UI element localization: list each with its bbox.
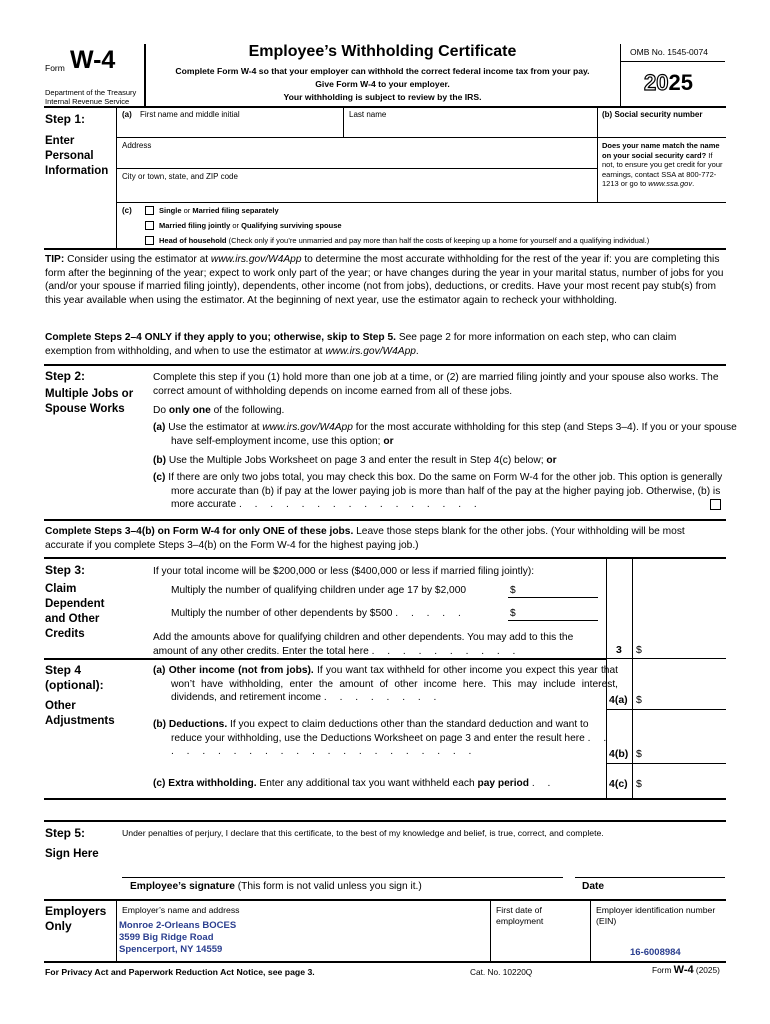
footer-form xyxy=(652,964,720,976)
filing-or: or xyxy=(181,206,193,215)
tip-label: TIP: xyxy=(45,254,65,265)
city-field[interactable] xyxy=(119,182,595,200)
ssn-note-text: If not, to ensure you get credit for your earnings, contact SSA at 800-772-1213 or go to xyxy=(602,150,723,188)
hoh-checkbox[interactable] xyxy=(145,236,154,245)
step2-intro: Complete this step if you (1) hold more than one job at a time, or (2) are married filing jointly and your spouse also works. The correct amount of withholding depends on income earned from all of these jobs. xyxy=(153,372,719,397)
divider xyxy=(122,877,563,878)
option-b-bold: Deductions. xyxy=(168,719,228,730)
filing-hoh-note: (Check only if you’re unmarried and pay more than half the costs of keeping up a home for yourself and a qualifying individual.) xyxy=(226,236,650,245)
line4a-dollar: $ xyxy=(636,694,642,706)
dot-leader: . . . . . . . . . . xyxy=(371,645,521,657)
tax-year xyxy=(644,70,693,96)
divider xyxy=(490,899,491,961)
mfj-checkbox[interactable] xyxy=(145,221,154,230)
option-b-or: or xyxy=(546,455,557,466)
filing-hoh: Head of household xyxy=(159,236,227,245)
irs-text: Internal Revenue Service xyxy=(45,97,130,106)
first-name-label: First name and middle initial xyxy=(140,110,240,119)
step1-title: Step 1: xyxy=(45,112,86,126)
filing-or: or xyxy=(230,221,242,230)
option-a-text: Use the estimator at xyxy=(165,422,263,433)
extra-withholding-field[interactable] xyxy=(645,776,723,791)
divider xyxy=(116,168,597,169)
name-a-label: (a) xyxy=(122,110,132,119)
year-outline: 20 xyxy=(644,70,669,95)
date-field[interactable] xyxy=(575,842,723,876)
subtitle-2: Give Form W-4 to your employer. xyxy=(315,79,450,89)
divider xyxy=(44,798,726,800)
steps34-note-bold: Complete Steps 3–4(b) on Form W-4 for only ONE of these jobs. xyxy=(45,526,354,537)
step3-total xyxy=(153,631,600,658)
option-a-bold: Other income (not from jobs). xyxy=(168,665,314,676)
dot-leader: . . xyxy=(531,778,556,789)
divider xyxy=(606,709,726,710)
option-c-bold2: pay period xyxy=(477,778,529,789)
divider xyxy=(44,899,726,901)
step3-line2 xyxy=(171,607,466,621)
step1-subtitle: Enter Personal Information xyxy=(45,135,109,177)
filing-single-label xyxy=(159,206,279,216)
divider xyxy=(508,597,598,598)
signature-label xyxy=(130,880,422,894)
divider xyxy=(597,107,598,202)
step2-title: Step 2: xyxy=(45,369,86,383)
filing-c-label: (c) xyxy=(122,206,132,215)
step4-option-a xyxy=(153,664,618,705)
first-date-label: First date of employment xyxy=(496,905,544,926)
step5-heading xyxy=(45,826,115,862)
divider xyxy=(597,137,726,138)
divider xyxy=(575,877,725,878)
title-block xyxy=(145,42,620,104)
tip-paragraph xyxy=(45,253,725,307)
subtitle-3: Your withholding is subject to review by the IRS. xyxy=(283,92,482,102)
option-c-text: Enter any additional tax you want withheld each xyxy=(256,778,478,789)
ssn-note xyxy=(602,141,726,189)
year-solid: 25 xyxy=(668,70,693,95)
option-a-text: If you want tax withheld for other income you expect this year that won’t have withholding, enter the amount of other income here. This may include interest, dividends, and retirement income xyxy=(171,665,618,703)
line2-text: Multiply the number of other dependents by $500 xyxy=(171,608,393,619)
option-b-text: If you expect to claim deductions other than the standard deduction and want to reduce your withholding, use the Deductions Worksheet on page 3 and enter the result here xyxy=(171,719,589,744)
ssn-note-bold: Does your name match the name on your social security card? xyxy=(602,141,720,160)
option-b-label: (b) xyxy=(153,719,167,730)
divider xyxy=(632,558,633,798)
signature-bold: Employee’s signature xyxy=(130,881,235,892)
line4c-number: 4(c) xyxy=(609,778,628,790)
department-text: Department of the Treasury xyxy=(45,88,137,97)
step4-option-b xyxy=(153,718,618,759)
divider xyxy=(116,899,117,961)
option-b-text: Use the Multiple Jobs Worksheet on page 3 and enter the result in Step 4(c) below; xyxy=(166,455,547,466)
signature-field[interactable] xyxy=(125,842,565,876)
tip-text: to determine the most accurate withholding for the rest of the year if: you are completing this form after the beginning of the year; expect to work only part of the year; or have changes during the year in your marital status, number of jobs for you (and/or your spouse if married filing jointly), dependents, other income (not from jobs), deductions, or credits. Have your most recent pay stub(s) from this year available when using the estimator. At the beginning of next year, use the estimator again to recheck your withholding. xyxy=(45,254,724,306)
do-post: of the following. xyxy=(210,405,285,416)
privacy-notice: For Privacy Act and Paperwork Reduction Act Notice, see page 3. xyxy=(45,967,315,977)
divider xyxy=(590,899,591,961)
step2-subtitle: Multiple Jobs or Spouse Works xyxy=(45,388,134,415)
divider xyxy=(620,44,621,106)
perjury-statement: Under penalties of perjury, I declare that this certificate, to the best of my knowledge and belief, is true, correct, and complete. xyxy=(122,828,604,838)
option-a-link[interactable]: www.irs.gov/W4App xyxy=(262,422,353,433)
step4-title: Step 4 (optional): xyxy=(45,663,104,692)
divider xyxy=(144,44,146,106)
ein-label: Employer identification number (EIN) xyxy=(596,905,716,926)
step3-subtitle: Claim Dependent and Other Credits xyxy=(45,583,105,640)
step3-title: Step 3: xyxy=(45,563,86,577)
tip-link[interactable]: www.irs.gov/W4App xyxy=(210,254,302,265)
deductions-field[interactable] xyxy=(645,746,723,761)
line4b-number: 4(b) xyxy=(609,748,629,760)
option-c-label: (c) xyxy=(153,472,166,483)
page-title: Employee’s Withholding Certificate xyxy=(248,43,517,60)
do-bold: only one xyxy=(168,405,211,416)
step4-subtitle: Other Adjustments xyxy=(45,700,115,727)
filing-mfj: Married filing jointly xyxy=(159,221,231,230)
step2-do-only-one xyxy=(153,404,284,418)
do-pre: Do xyxy=(153,405,169,416)
last-name-label: Last name xyxy=(349,110,387,119)
divider xyxy=(343,107,344,137)
step5-title: Step 5: xyxy=(45,826,86,840)
last-name-field[interactable] xyxy=(346,120,594,136)
divider xyxy=(44,557,726,559)
filing-mfs: Married filing separately xyxy=(192,206,279,215)
employers-heading xyxy=(45,904,117,934)
divider xyxy=(44,820,726,822)
address-label: Address xyxy=(122,141,152,150)
option-a-or: or xyxy=(383,435,394,447)
line4a-number: 4(a) xyxy=(609,694,628,706)
line3-number: 3 xyxy=(616,644,622,656)
single-checkbox[interactable] xyxy=(145,206,154,215)
steps-note-bold: Complete Steps 2–4 ONLY if they apply to you; otherwise, skip to Step 5. xyxy=(45,332,396,343)
catalog-number: Cat. No. 10220Q xyxy=(470,967,533,977)
divider xyxy=(508,620,598,621)
steps34-note xyxy=(45,525,725,552)
filing-mfj-label xyxy=(159,221,342,231)
step4-option-c xyxy=(153,777,608,791)
form-word: Form xyxy=(45,63,65,73)
dot-leader: . . . . . xyxy=(395,608,466,619)
step1-heading xyxy=(45,112,115,179)
option-b-label: (b) xyxy=(153,455,167,466)
divider xyxy=(44,248,726,250)
footer-form-pre: Form xyxy=(652,965,674,975)
step3-heading xyxy=(45,563,125,642)
option-a-text: for the most accurate withholding for this step (and Steps 3–4). If you or your spouse have self-employment income, use this option; xyxy=(171,422,737,447)
step2-option-b xyxy=(153,454,741,468)
ssn-field[interactable] xyxy=(600,120,724,136)
divider xyxy=(44,961,726,963)
tip-text: Consider using the estimator at xyxy=(64,254,211,265)
employer-name-field[interactable] xyxy=(119,920,487,958)
employers-title: Employers Only xyxy=(45,904,107,933)
dot-leader: . . . . . . . . . . . . . . . . xyxy=(238,499,482,510)
total-text: Add the amounts above for qualifying children and other dependents. You may add to this the amount of any other credits. Enter the total here xyxy=(153,632,574,657)
divider xyxy=(116,202,726,203)
footer-form-year: (2025) xyxy=(693,965,720,975)
divider xyxy=(44,658,606,660)
line3-dollar: $ xyxy=(636,644,642,656)
ein-value[interactable]: 16-6008984 xyxy=(630,947,681,958)
line4c-dollar: $ xyxy=(636,778,642,790)
option-c-bold: Extra withholding. xyxy=(168,778,257,789)
employer-name-line2: 3599 Big Ridge Road xyxy=(119,932,214,943)
step4-heading xyxy=(45,663,135,729)
divider xyxy=(620,61,725,62)
address-field[interactable] xyxy=(119,151,595,167)
option-c-label: (c) xyxy=(153,778,166,789)
steps34-note-text: Leave those steps blank for the other jobs. (Your withholding will be most accurate if you complete Steps 3–4(b) on the Form W-4 for the highest paying job.) xyxy=(45,526,685,551)
ssn-label: (b) Social security number xyxy=(602,110,703,119)
divider xyxy=(606,763,726,764)
steps-note-text: See page 2 for more information on each step, who can claim exemption from withholding, and when to use the estimator at xyxy=(45,332,677,357)
dot-leader: . . . . . . . . . . . . . . . . . . . . . . xyxy=(171,732,612,757)
step2-heading xyxy=(45,369,135,417)
line4b-dollar: $ xyxy=(636,748,642,760)
footer-form-number: W-4 xyxy=(673,964,694,976)
signature-note: (This form is not valid unless you sign it.) xyxy=(234,881,422,892)
employer-name-line3: Spencerport, NY 14559 xyxy=(119,944,223,955)
divider xyxy=(44,106,726,108)
step3-total-field[interactable] xyxy=(645,642,723,657)
step2-option-c xyxy=(153,471,723,512)
ssn-link[interactable]: www.ssa.gov xyxy=(648,179,693,188)
steps-note xyxy=(45,331,725,358)
divider xyxy=(606,658,726,659)
step3-line1: Multiply the number of qualifying children under age 17 by $2,000 xyxy=(171,585,467,596)
qualifying-children-field[interactable] xyxy=(518,583,598,597)
two-jobs-checkbox[interactable] xyxy=(710,499,721,510)
option-a-label: (a) xyxy=(153,422,166,433)
option-a-label: (a) xyxy=(153,665,166,676)
ssn-note-end: . xyxy=(692,179,695,188)
omb-number: OMB No. 1545-0074 xyxy=(630,47,708,57)
subtitle-1: Complete Form W-4 so that your employer can withhold the correct federal income tax from your pay. xyxy=(175,66,590,76)
step5-subtitle: Sign Here xyxy=(45,848,99,860)
divider xyxy=(116,107,117,248)
step2-option-a xyxy=(153,421,741,448)
step3-line2-dollar: $ xyxy=(510,608,516,619)
divider xyxy=(44,519,726,521)
employer-name-label: Employer’s name and address xyxy=(122,905,240,915)
employer-name-line1: Monroe 2-Orleans BOCES xyxy=(119,920,237,931)
divider xyxy=(44,364,726,366)
divider xyxy=(116,137,597,138)
filing-qss: Qualifying surviving spouse xyxy=(241,221,342,230)
city-label: City or town, state, and ZIP code xyxy=(122,172,238,181)
other-dependents-field[interactable] xyxy=(518,606,598,620)
form-number: W-4 xyxy=(70,46,116,74)
other-income-field[interactable] xyxy=(645,692,723,707)
first-date-field[interactable] xyxy=(494,930,588,958)
option-c-text: If there are only two jobs total, you may check this box. Do the same on Form W-4 for the other job. This option is generally more accurate than (b) if pay at the lower paying job is more than half of the pay at the higher paying job. Otherwise, (b) is more accurate xyxy=(165,472,723,510)
first-name-field[interactable] xyxy=(119,120,341,136)
steps-note-link[interactable]: www.irs.gov/W4App xyxy=(325,345,416,357)
filing-hoh-label xyxy=(159,236,734,246)
step3-line1-dollar: $ xyxy=(510,585,516,596)
step3-intro: If your total income will be $200,000 or less ($400,000 or less if married filing jointly): xyxy=(153,566,535,577)
date-label: Date xyxy=(582,881,605,892)
steps-note-end: . xyxy=(415,345,419,357)
dot-leader: . . . . . . . . xyxy=(323,692,442,703)
filing-single: Single xyxy=(159,206,182,215)
